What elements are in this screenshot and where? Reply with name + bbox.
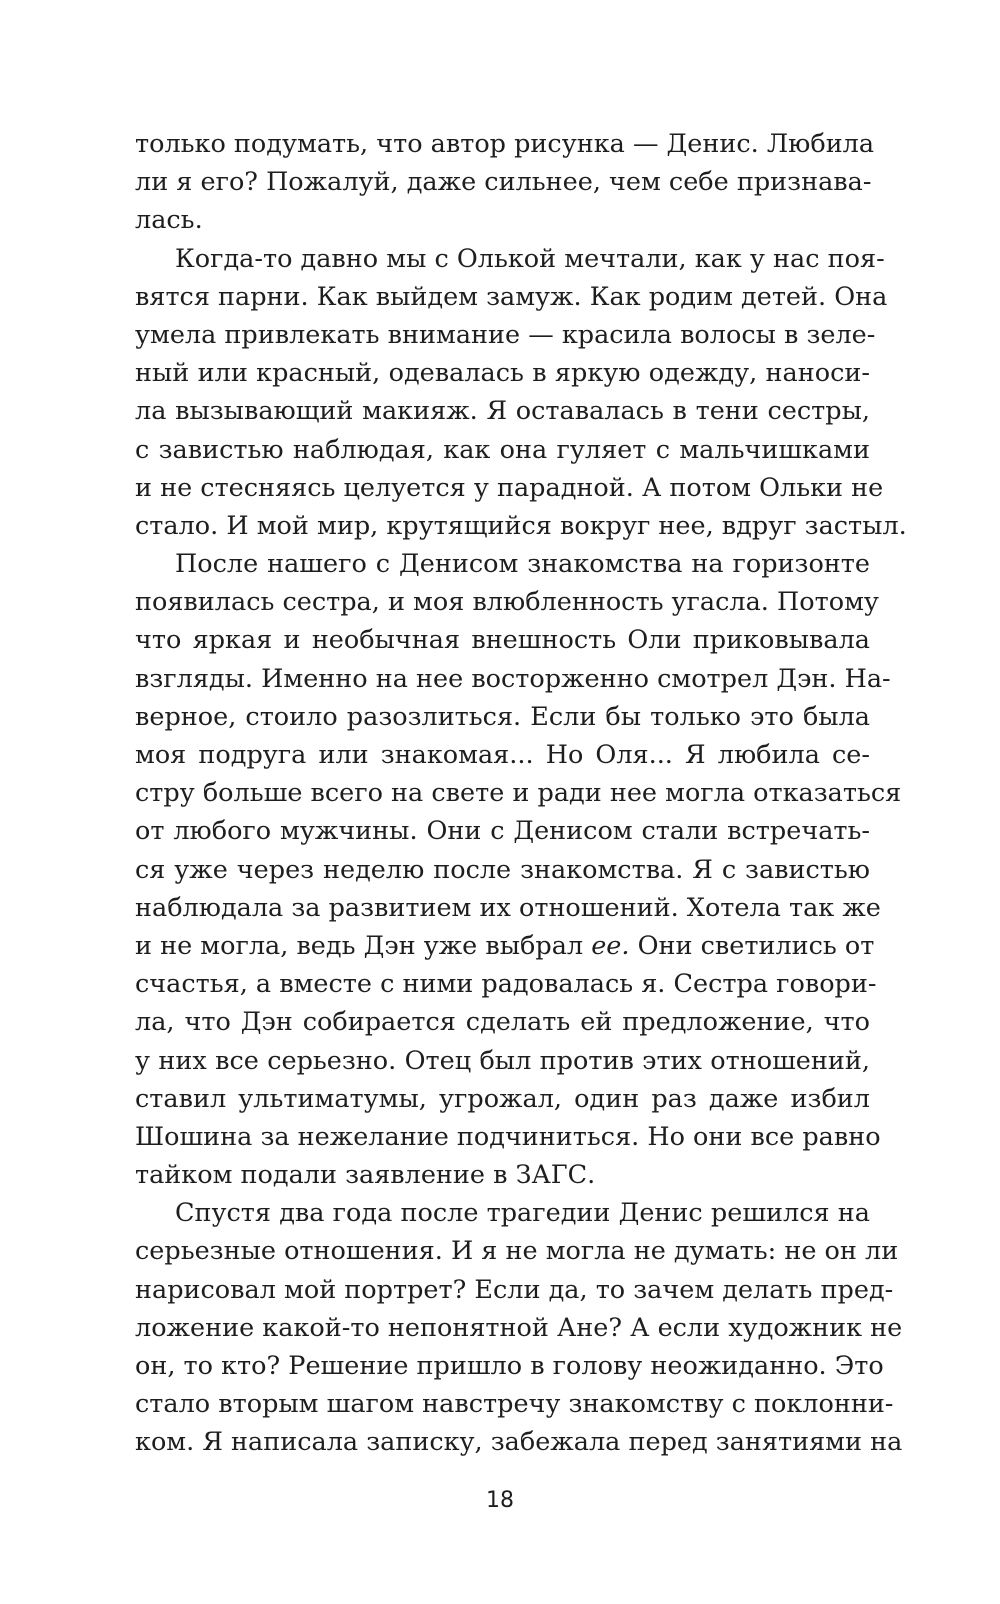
- page-text: [135, 125, 907, 1462]
- text-line: взгляды. Именно на нее восторженно смотрел Дэн. На-: [135, 663, 891, 694]
- text-line: стру больше всего на свете и ради нее могла отказаться: [135, 778, 902, 809]
- text-line: верное, стоило разозлиться. Если бы только это была: [135, 701, 870, 732]
- text-line: он, то кто? Решение пришло в голову неожиданно. Это: [135, 1351, 884, 1381]
- text-line: стало. И мой мир, крутящийся вокруг нее, вдруг застыл.: [135, 510, 907, 541]
- text-line: нарисовал мой портрет? Если да, то зачем делать пред-: [135, 1274, 894, 1305]
- text-line: моя подруга или знакомая... Но Оля... Я любила се-: [135, 740, 870, 770]
- text-line: ся уже через неделю после знакомства. Я с завистью: [135, 854, 870, 885]
- text-line: счастья, а вместе с ними радовалась я. Сестра говори-: [135, 969, 877, 1000]
- text-line: Спустя два года после трагедии Денис решился на: [175, 1198, 870, 1229]
- text-line: умела привлекать внимание — красила волосы в зеле-: [135, 319, 876, 350]
- text-line: ком. Я написала записку, забежала перед занятиями на: [135, 1427, 903, 1458]
- text-segment: Они светились от: [637, 930, 875, 961]
- text-line: с завистью наблюдая, как она гуляет с мальчишками: [135, 434, 870, 465]
- text-line: у них все серьезно. Отец был против этих отношений,: [135, 1045, 870, 1076]
- text-line: ли я его? Пожалуй, даже сильнее, чем себе признава-: [135, 167, 872, 198]
- text-line: от любого мужчины. Они с Денисом стали встречать-: [135, 816, 870, 847]
- text-line: ложение какой-то непонятной Ане? А если художник не: [135, 1312, 903, 1343]
- text-line: ла, что Дэн собирается сделать ей предложение, что: [135, 1007, 870, 1038]
- text-line: и не стесняясь целуется у парадной. А потом Ольки не: [135, 472, 884, 503]
- text-line: наблюдала за развитием их отношений. Хотела так же: [135, 892, 881, 923]
- text-segment: и не могла, ведь Дэн уже выбрал: [135, 930, 584, 961]
- page-number: 18: [486, 1488, 514, 1513]
- text-line: серьезные отношения. И я не могла не думать: не он ли: [135, 1236, 899, 1267]
- text-line: тайком подали заявление в ЗАГС.: [135, 1160, 596, 1191]
- emphasis-word: ее.: [591, 930, 630, 961]
- text-line: Когда-то давно мы с Олькой мечтали, как у нас поя-: [175, 243, 885, 274]
- text-line: ла вызывающий макияж. Я оставалась в тени сестры,: [135, 396, 870, 427]
- text-line: лась.: [135, 205, 203, 236]
- text-line: что яркая и необычная внешность Оли приковывала: [135, 625, 870, 656]
- text-line: появилась сестра, и моя влюбленность угасла. Потому: [135, 587, 879, 618]
- text-line-with-emphasis: [135, 927, 875, 965]
- text-line: вятся парни. Как выйдем замуж. Как родим детей. Она: [135, 281, 888, 312]
- text-line: только подумать, что автор рисунка — Денис. Любила: [135, 129, 875, 159]
- text-line: После нашего с Денисом знакомства на горизонте: [175, 549, 870, 580]
- text-line: ный или красный, одевалась в яркую одежду, наноси-: [135, 358, 870, 389]
- text-line: стало вторым шагом навстречу знакомству с поклонни-: [135, 1389, 894, 1420]
- text-line: Шошина за нежелание подчиниться. Но они все равно: [135, 1121, 881, 1152]
- text-line: ставил ультиматумы, угрожал, один раз даже избил: [135, 1083, 870, 1114]
